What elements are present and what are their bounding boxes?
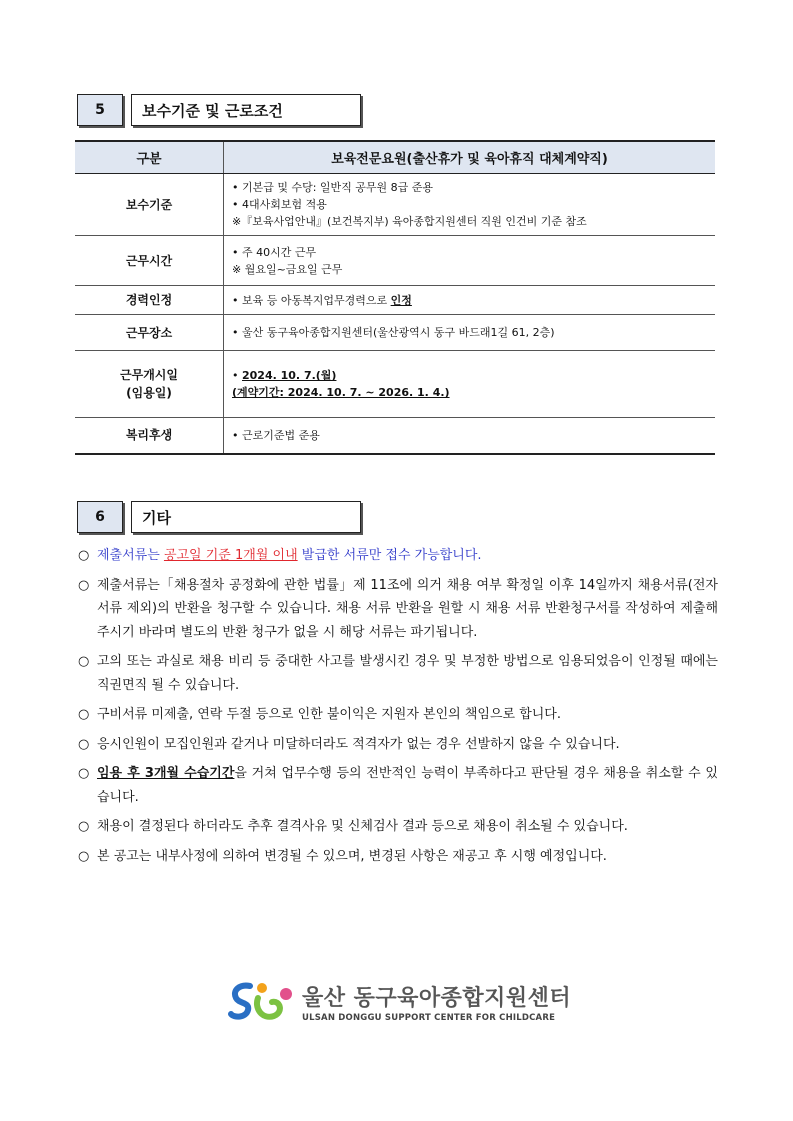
circle-bullet-icon: ○ (78, 707, 90, 722)
circle-bullet-icon: ○ (78, 819, 90, 834)
section-title: 기타 (131, 501, 361, 533)
label-line: (임용일) (126, 386, 172, 400)
circle-bullet-icon: ○ (78, 848, 90, 864)
value-emphasis: 인정 (390, 293, 412, 307)
row-label: 보수기준 (75, 174, 224, 236)
note-text: 본 공고는 내부사정에 의하여 변경될 수 있으며, 변경된 사항은 재공고 후 시행 예정입니다. (97, 848, 607, 864)
list-item (78, 544, 718, 568)
value-line (232, 367, 714, 384)
value-line: • 주 40시간 근무 (232, 245, 317, 259)
note-emphasis: 임용 후 3개월 수습기간 (97, 766, 235, 781)
header-position: 보육전문요원(출산휴가 및 육아휴직 대체계약직) (224, 141, 716, 174)
value-line: ※ 월요일~금요일 근무 (232, 262, 343, 276)
circle-bullet-icon: ○ (78, 736, 90, 752)
note-text (97, 762, 718, 809)
row-value: • 근로기준법 준용 (224, 418, 716, 454)
list-item (78, 703, 718, 727)
value-line: • 기본급 및 수당: 일반직 공무원 8급 준용 (232, 181, 434, 194)
center-logo (228, 980, 571, 1024)
row-label: 근무시간 (75, 236, 224, 286)
row-value (224, 286, 716, 315)
section-title: 보수기준 및 근로조건 (131, 94, 361, 126)
list-item (78, 574, 718, 645)
row-label: 경력인정 (75, 286, 224, 315)
row-value (224, 236, 716, 286)
notes-list (78, 544, 718, 874)
list-item (78, 650, 718, 697)
note-text: 채용이 결정된다 하더라도 추후 결격사유 및 신체검사 결과 등으로 채용이 취소될 수 있습니다. (97, 819, 628, 834)
logo-name: 울산 동구육아종합지원센터 (302, 986, 572, 1011)
note-text: 응시인원이 모집인원과 같거나 미달하더라도 적격자가 없는 경우 선발하지 않을 수 있습니다. (97, 736, 620, 752)
circle-bullet-icon: ○ (78, 766, 90, 781)
note-text: 구비서류 미제출, 연락 두절 등으로 인한 불이익은 지원자 본인의 책임으로 합니다. (97, 707, 562, 722)
list-item (78, 762, 718, 809)
start-date: 2024. 10. 7.(월) (242, 369, 337, 382)
row-label: 근무장소 (75, 315, 224, 351)
note-text: 고의 또는 과실로 채용 비리 등 중대한 사고를 발생시킨 경우 및 부정한 방법으로 임용되었음이 인정될 때에는 직권면직 될 수 있습니다. (97, 654, 718, 693)
list-item (78, 733, 718, 757)
table-row (75, 236, 715, 286)
note-part: 을 거쳐 업무수행 등의 전반적인 능력이 부족하다고 판단될 경우 채용을 취소할 수 있습니다. (97, 766, 718, 805)
value-text: • 보육 등 아동복지업무경력으로 (232, 293, 391, 307)
circle-bullet-icon: ○ (78, 548, 90, 563)
circle-bullet-icon: ○ (78, 577, 90, 593)
circle-bullet-icon: ○ (78, 654, 90, 669)
row-value: • 울산 동구육아종합지원센터(울산광역시 동구 바드래1길 61, 2층) (224, 315, 716, 351)
value-line: ※『보육사업안내』(보건복지부) 육아종합지원센터 직원 인건비 기준 참조 (232, 215, 587, 228)
row-value (224, 351, 716, 418)
logo-text (302, 981, 571, 1023)
table-row (75, 286, 715, 315)
note-part: 발급한 서류만 접수 가능합니다. (297, 548, 482, 563)
list-item (78, 845, 718, 869)
logo-subtitle: ULSAN DONGGU SUPPORT CENTER FOR CHILDCARE (302, 1013, 556, 1023)
value-line: • 4대사회보험 적용 (232, 198, 327, 211)
table-row (75, 174, 715, 236)
section-6-header (77, 501, 361, 533)
row-label: 복리후생 (75, 418, 224, 454)
bullet: • (232, 369, 242, 382)
note-part: 제출서류는 (97, 548, 164, 563)
row-value (224, 174, 716, 236)
section-5-header (77, 94, 361, 126)
conditions-table (75, 140, 715, 455)
label-line: 근무개시일 (120, 368, 178, 382)
section-number: 5 (77, 94, 123, 126)
section-number: 6 (77, 501, 123, 533)
table-row (75, 315, 715, 351)
note-emphasis: 공고일 기준 1개월 이내 (163, 548, 298, 563)
table-header-row (75, 141, 715, 174)
list-item (78, 815, 718, 839)
contract-period: (계약기간: 2024. 10. 7. ~ 2026. 1. 4.) (232, 386, 450, 399)
note-text: 제출서류는「채용절차 공정화에 관한 법률」제 11조에 의거 채용 여부 확정일 이후 14일까지 채용서류(전자서류 제외)의 반환을 청구할 수 있습니다. 채용 서류 반환을 원할 시 채용 서류 반환청구서를 작성하여 제출해 주시기 바라며 별도의 반환 청구가 없을 시 해당 서류는 파기됩니다. (97, 577, 718, 640)
table-row (75, 418, 715, 454)
note-text (97, 544, 718, 568)
header-category: 구분 (75, 141, 224, 174)
table-row (75, 351, 715, 418)
center-logo-icon (228, 980, 296, 1024)
row-label (75, 351, 224, 418)
